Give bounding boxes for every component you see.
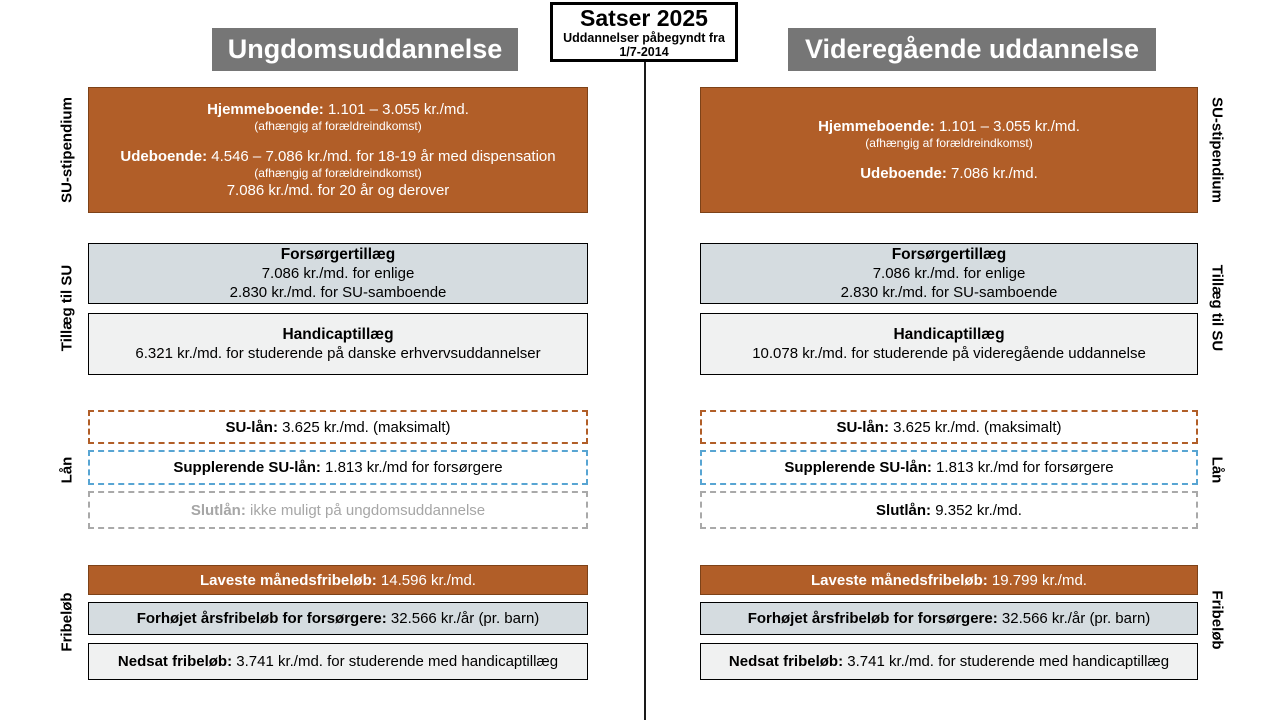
forhoejet-fribeloeb-label: Forhøjet årsfribeløb for forsørgere: (136, 610, 387, 627)
su-laan-value: 3.625 kr./md. (maksimalt) (277, 418, 451, 436)
slutlaan-value: ikke muligt på ungdomsuddannelse (245, 501, 486, 519)
udeboende-label: Udeboende: (860, 165, 947, 182)
udeboende-label: Udeboende: (120, 148, 208, 165)
hjemmeboende-line (818, 117, 1080, 136)
handicaptillaeg-line1: 10.078 kr./md. for studerende på videregående uddannelse (752, 345, 1146, 362)
udeboende-note: (afhængig af forældreindkomst) (254, 166, 422, 180)
forsoergertillaeg-box-left (88, 243, 588, 304)
section-label-fribeloeb-right: Fribeløb (1208, 590, 1226, 650)
stipendium-box-left (88, 87, 588, 213)
supplerende-laan-line (784, 458, 1113, 477)
udeboende-line (860, 164, 1038, 183)
supplerende-laan-line (173, 458, 502, 477)
udeboende-line2: 7.086 kr./md. for 20 år og derover (226, 182, 450, 199)
slutlaan-label: Slutlån: (876, 501, 932, 519)
section-label-fribeloeb-left: Fribeløb (58, 592, 76, 652)
supplerende-laan-value: 1.813 kr./md for forsørgere (931, 459, 1114, 476)
handicaptillaeg-line1: 6.321 kr./md. for studerende på danske erhvervsuddannelser (135, 345, 541, 362)
su-laan-label: SU-lån: (836, 418, 889, 436)
hjemmeboende-value: 1.101 – 3.055 kr./md. (323, 101, 469, 118)
handicaptillaeg-box-left (88, 313, 588, 375)
laveste-fribeloeb-value: 14.596 kr./md. (376, 571, 476, 589)
handicaptillaeg-title: Handicaptillæg (893, 326, 1005, 343)
slutlaan-line (191, 501, 485, 520)
forhoejet-fribeloeb-line (748, 609, 1151, 628)
laveste-fribeloeb-value: 19.799 kr./md. (987, 571, 1087, 589)
su-laan-box-left (88, 410, 588, 444)
nedsat-fribeloeb-label: Nedsat fribeløb: (117, 653, 233, 670)
laveste-fribeloeb-label: Laveste månedsfribeløb: (811, 571, 988, 589)
forsoergertillaeg-box-right (700, 243, 1198, 304)
supplerende-laan-box-left (88, 450, 588, 485)
udeboende-value: 4.546 – 7.086 kr./md. for 18-19 år med dispensation (207, 148, 556, 165)
nedsat-fribeloeb-label: Nedsat fribeløb: (728, 653, 844, 670)
center-divider-line (644, 62, 646, 720)
page-title: Satser 2025 (580, 4, 708, 31)
hjemmeboende-label: Hjemmeboende: (207, 101, 324, 118)
nedsat-fribeloeb-line (729, 652, 1169, 671)
laveste-fribeloeb-label: Laveste månedsfribeløb: (200, 571, 377, 589)
hjemmeboende-value: 1.101 – 3.055 kr./md. (934, 118, 1080, 135)
laveste-fribeloeb-line (811, 571, 1087, 590)
forhoejet-fribeloeb-line (137, 609, 540, 628)
su-laan-line (836, 418, 1061, 437)
supplerende-laan-value: 1.813 kr./md for forsørgere (320, 459, 503, 476)
forhoejet-fribeloeb-value: 32.566 kr./år (pr. barn) (386, 610, 540, 627)
forhoejet-fribeloeb-label: Forhøjet årsfribeløb for forsørgere: (747, 610, 998, 627)
supplerende-laan-label: Supplerende SU-lån: (784, 459, 932, 476)
hjemmeboende-label: Hjemmeboende: (818, 118, 935, 135)
supplerende-laan-label: Supplerende SU-lån: (173, 459, 321, 476)
forhoejet-fribeloeb-value: 32.566 kr./år (pr. barn) (997, 610, 1151, 627)
laveste-fribeloeb-box-right (700, 565, 1198, 595)
section-label-tillaeg-right: Tillæg til SU (1208, 264, 1226, 352)
forhoejet-fribeloeb-box-left (88, 602, 588, 635)
nedsat-fribeloeb-line (118, 652, 558, 671)
supplerende-laan-box-right (700, 450, 1198, 485)
slutlaan-value: 9.352 kr./md. (931, 501, 1022, 519)
nedsat-fribeloeb-value: 3.741 kr./md. for studerende med handicaptillæg (232, 653, 559, 670)
nedsat-fribeloeb-value: 3.741 kr./md. for studerende med handicaptillæg (843, 653, 1170, 670)
section-label-laan-left: Lån (58, 456, 76, 484)
su-laan-label: SU-lån: (225, 418, 278, 436)
handicaptillaeg-title: Handicaptillæg (282, 326, 394, 343)
hjemmeboende-note: (afhængig af forældreindkomst) (254, 119, 422, 133)
slutlaan-line (876, 501, 1022, 520)
header-box (550, 2, 738, 62)
section-label-stipendium-left: SU-stipendium (58, 97, 76, 203)
nedsat-fribeloeb-box-right (700, 643, 1198, 680)
forsoergertillaeg-title: Forsørgertillæg (280, 246, 396, 263)
slutlaan-box-left (88, 491, 588, 529)
su-laan-value: 3.625 kr./md. (maksimalt) (888, 418, 1062, 436)
hjemmeboende-note: (afhængig af forældreindkomst) (865, 136, 1033, 150)
section-label-laan-right: Lån (1208, 456, 1226, 484)
udeboende-value: 7.086 kr./md. (946, 165, 1038, 182)
forhoejet-fribeloeb-box-right (700, 602, 1198, 635)
forsoergertillaeg-title: Forsørgertillæg (891, 246, 1007, 263)
laveste-fribeloeb-line (200, 571, 476, 590)
forsoergertillaeg-line2: 2.830 kr./md. for SU-samboende (229, 284, 447, 301)
slutlaan-label: Slutlån: (190, 501, 246, 519)
slutlaan-box-right (700, 491, 1198, 529)
section-label-tillaeg-left: Tillæg til SU (58, 264, 76, 352)
forsoergertillaeg-line1: 7.086 kr./md. for enlige (872, 265, 1026, 282)
nedsat-fribeloeb-box-left (88, 643, 588, 680)
su-laan-line (225, 418, 450, 437)
forsoergertillaeg-line2: 2.830 kr./md. for SU-samboende (840, 284, 1058, 301)
hjemmeboende-line (207, 100, 469, 119)
page-subtitle: Uddannelser påbegyndt fra 1/7-2014 (563, 30, 725, 59)
left-column-header: Ungdomsuddannelse (212, 28, 518, 71)
laveste-fribeloeb-box-left (88, 565, 588, 595)
stipendium-box-right (700, 87, 1198, 213)
forsoergertillaeg-line1: 7.086 kr./md. for enlige (261, 265, 415, 282)
handicaptillaeg-box-right (700, 313, 1198, 375)
udeboende-line (120, 147, 555, 166)
su-laan-box-right (700, 410, 1198, 444)
right-column-header: Videregående uddannelse (788, 28, 1156, 71)
section-label-stipendium-right: SU-stipendium (1208, 97, 1226, 203)
